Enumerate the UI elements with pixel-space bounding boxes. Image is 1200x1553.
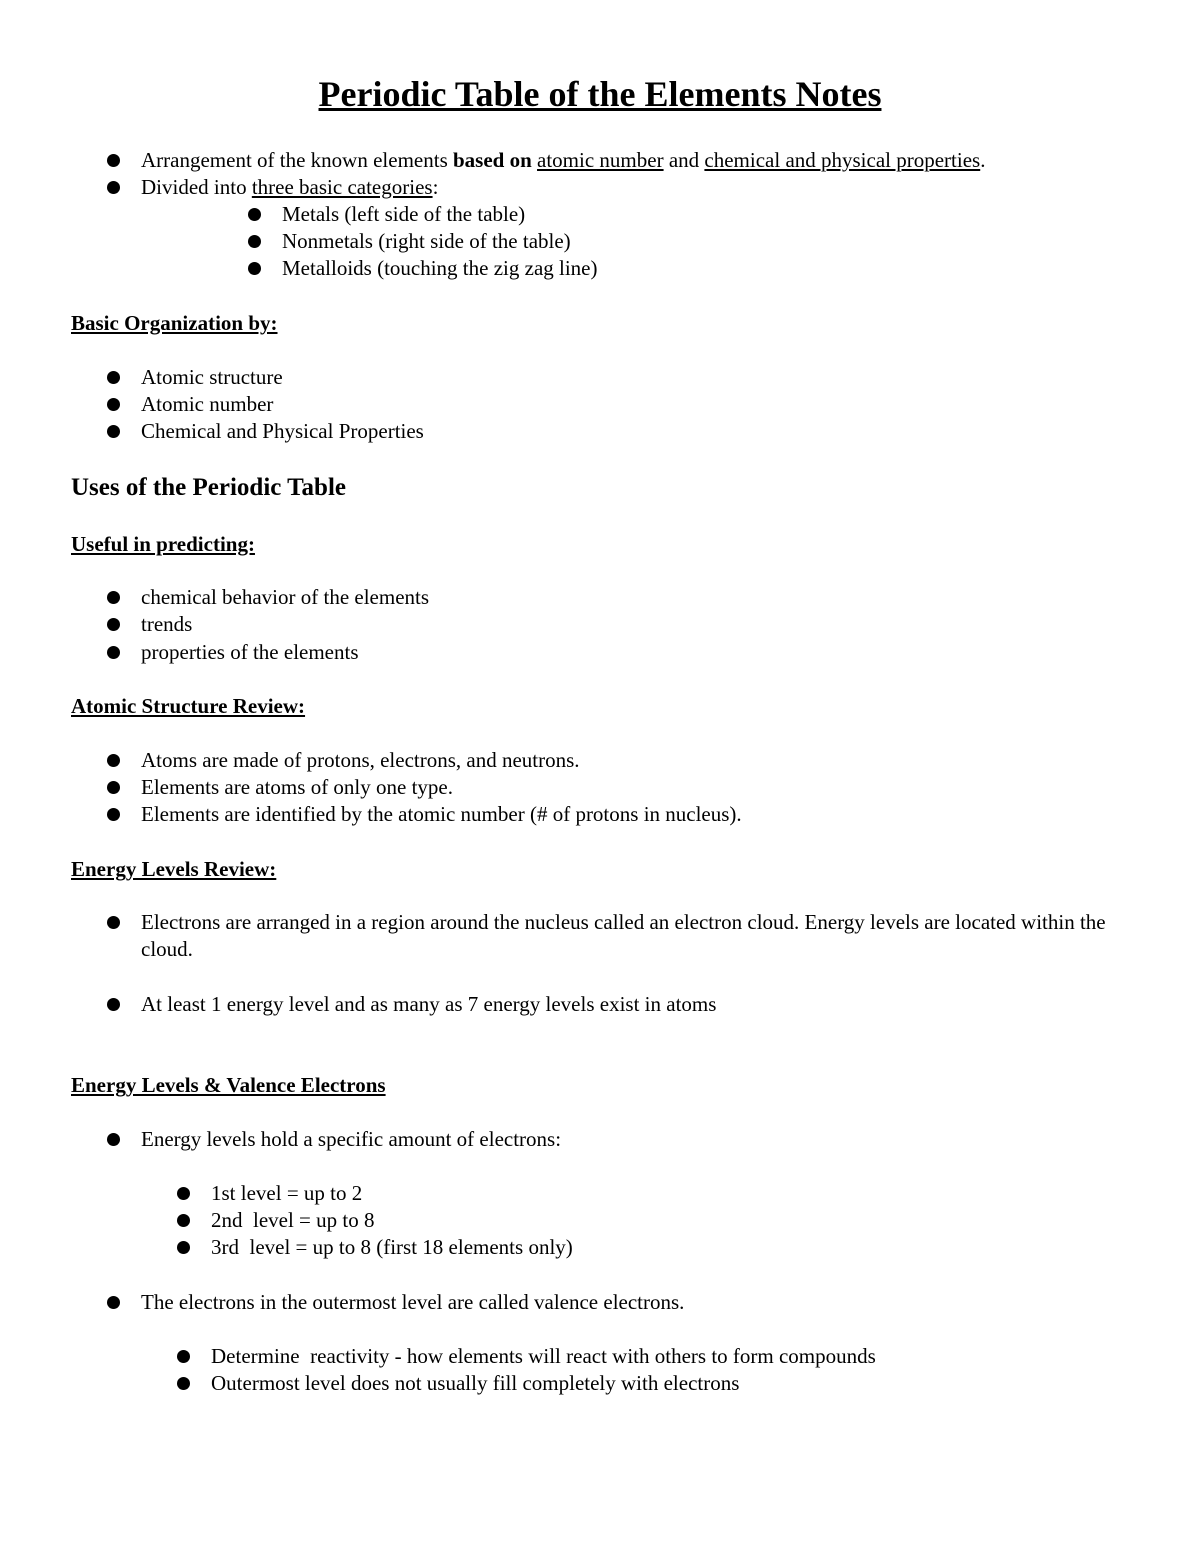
list-item: Energy levels hold a specific amount of electrons: xyxy=(141,1126,561,1153)
bullet-dot-icon xyxy=(248,235,261,248)
level-item: 2nd level = up to 8 xyxy=(211,1207,375,1234)
heading-energy-levels-review: Energy Levels Review: xyxy=(71,857,277,881)
heading-basic-organization: Basic Organization by: xyxy=(71,311,278,335)
bullet-dot-icon xyxy=(177,1214,190,1227)
bullet-dot-icon xyxy=(107,646,120,659)
bullet-dot-icon xyxy=(107,618,120,631)
list-item: Elements are atoms of only one type. xyxy=(141,774,453,801)
category-item: Nonmetals (right side of the table) xyxy=(282,228,571,255)
list-item: chemical behavior of the elements xyxy=(141,584,429,611)
bullet-dot-icon xyxy=(107,754,120,767)
bullet-dot-icon xyxy=(107,1296,120,1309)
category-item: Metals (left side of the table) xyxy=(282,201,525,228)
intro-bullet-arrangement: Arrangement of the known elements based on atomic number and chemical and physical properties. xyxy=(141,147,985,174)
category-item: Metalloids (touching the zig zag line) xyxy=(282,255,598,282)
list-item: Elements are identified by the atomic number (# of protons in nucleus). xyxy=(141,801,742,828)
list-item: Chemical and Physical Properties xyxy=(141,418,424,445)
bullet-dot-icon xyxy=(107,371,120,384)
bullet-dot-icon xyxy=(107,781,120,794)
list-item: Atomic number xyxy=(141,391,273,418)
bullet-dot-icon xyxy=(248,262,261,275)
bullet-dot-icon xyxy=(177,1241,190,1254)
list-item: properties of the elements xyxy=(141,639,359,666)
intro-bullet-categories: Divided into three basic categories: xyxy=(141,174,438,201)
detail-item: Determine reactivity - how elements will react with others to form compounds xyxy=(211,1343,876,1370)
list-item: Atoms are made of protons, electrons, and neutrons. xyxy=(141,747,580,774)
list-item: At least 1 energy level and as many as 7 energy levels exist in atoms xyxy=(141,991,716,1018)
list-item: trends xyxy=(141,611,192,638)
heading-atomic-structure-review: Atomic Structure Review: xyxy=(71,694,306,718)
bullet-dot-icon xyxy=(177,1187,190,1200)
detail-item: Outermost level does not usually fill completely with electrons xyxy=(211,1370,739,1397)
list-item: The electrons in the outermost level are called valence electrons. xyxy=(141,1289,684,1316)
bullet-dot-icon xyxy=(107,916,120,929)
heading-useful-in-predicting: Useful in predicting: xyxy=(71,532,255,556)
bullet-dot-icon xyxy=(107,808,120,821)
section-title-uses: Uses of the Periodic Table xyxy=(71,474,346,501)
level-item: 1st level = up to 2 xyxy=(211,1180,362,1207)
level-item: 3rd level = up to 8 (first 18 elements only) xyxy=(211,1234,573,1261)
bullet-dot-icon xyxy=(177,1350,190,1363)
list-item: Electrons are arranged in a region around the nucleus called an electron cloud. Energy levels are located within the cloud. xyxy=(141,909,1131,963)
bullet-dot-icon xyxy=(107,998,120,1011)
bullet-dot-icon xyxy=(107,425,120,438)
heading-valence-electrons: Energy Levels & Valence Electrons xyxy=(71,1073,386,1097)
bullet-dot-icon xyxy=(107,591,120,604)
page-title: Periodic Table of the Elements Notes xyxy=(318,74,882,114)
bullet-dot-icon xyxy=(107,181,120,194)
list-item: Atomic structure xyxy=(141,364,283,391)
bullet-dot-icon xyxy=(177,1377,190,1390)
bullet-dot-icon xyxy=(107,1133,120,1146)
bullet-dot-icon xyxy=(248,208,261,221)
bullet-dot-icon xyxy=(107,398,120,411)
bullet-dot-icon xyxy=(107,154,120,167)
